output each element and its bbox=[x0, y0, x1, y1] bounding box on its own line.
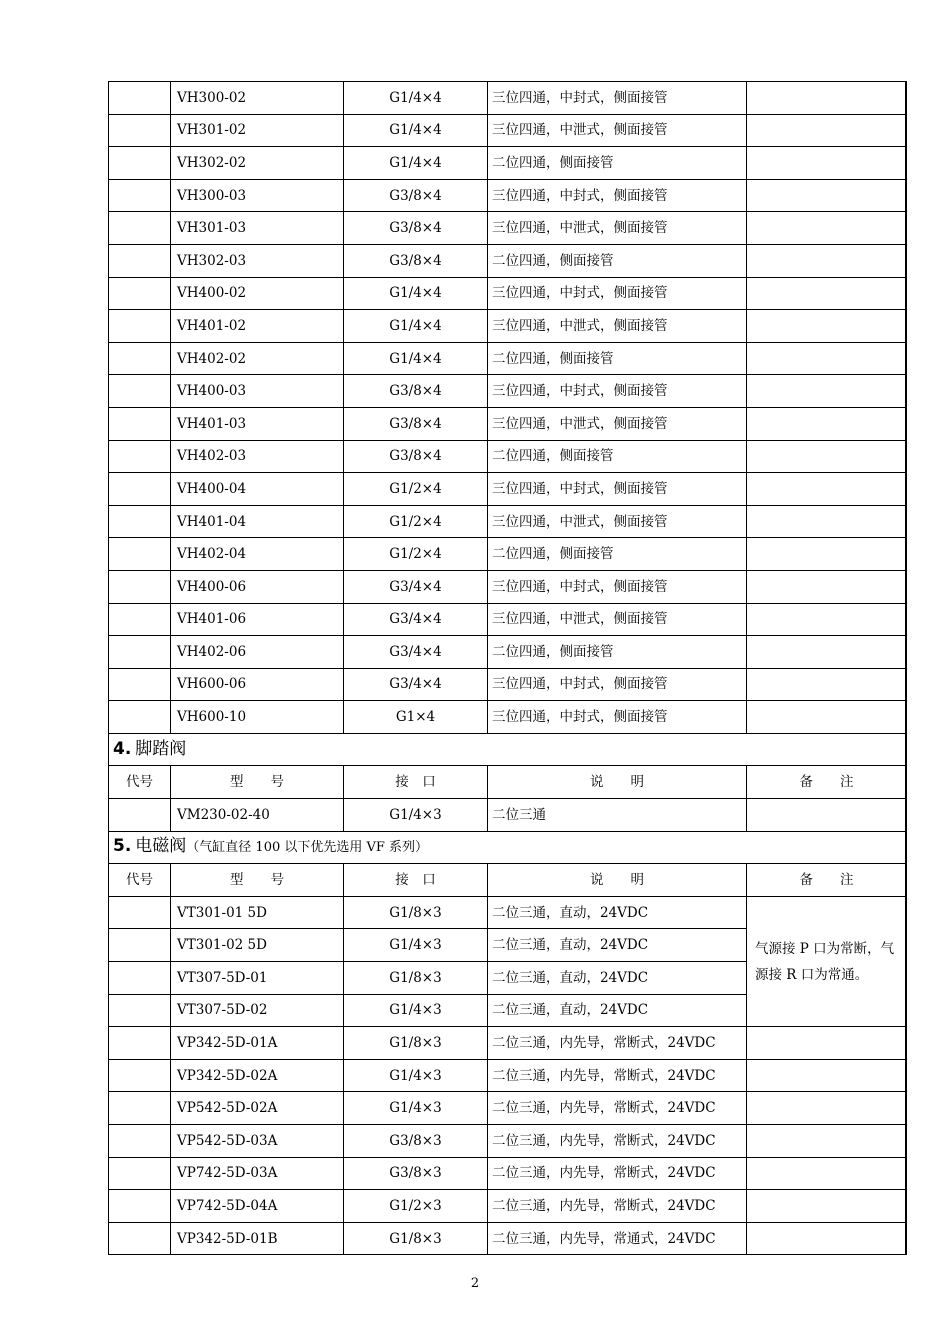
remark-cell bbox=[747, 701, 907, 734]
port-cell: G3/8×4 bbox=[344, 407, 488, 440]
description-cell: 二位四通，侧面接管 bbox=[488, 147, 747, 180]
table-row bbox=[109, 82, 907, 115]
description-cell: 二位四通，侧面接管 bbox=[488, 342, 747, 375]
port-cell: G1/4×4 bbox=[344, 310, 488, 343]
table-row bbox=[109, 1222, 907, 1255]
port-cell: G3/8×4 bbox=[344, 212, 488, 245]
port-cell: G1/4×4 bbox=[344, 277, 488, 310]
remark-cell bbox=[747, 668, 907, 701]
description-cell: 二位四通，侧面接管 bbox=[488, 440, 747, 473]
port-cell: G1/8×3 bbox=[344, 1222, 488, 1255]
port-cell: G1/2×4 bbox=[344, 538, 488, 571]
description-cell: 三位四通，中封式，侧面接管 bbox=[488, 701, 747, 734]
description-cell: 三位四通，中封式，侧面接管 bbox=[488, 570, 747, 603]
code-cell bbox=[109, 473, 171, 506]
column-header-model: 型 号 bbox=[171, 766, 344, 799]
code-cell bbox=[109, 1157, 171, 1190]
model-cell: VP342-5D-02A bbox=[171, 1059, 344, 1092]
model-cell: VH401-04 bbox=[171, 505, 344, 538]
section-number: 5. bbox=[113, 836, 132, 857]
description-cell: 二位三通，直动，24VDC bbox=[488, 994, 747, 1027]
model-cell: VT301-02 5D bbox=[171, 929, 344, 962]
section-title bbox=[109, 733, 907, 766]
remark-cell bbox=[747, 1059, 907, 1092]
model-cell: VH400-06 bbox=[171, 570, 344, 603]
remark-cell bbox=[747, 473, 907, 506]
model-cell: VT301-01 5D bbox=[171, 896, 344, 929]
model-cell: VH401-06 bbox=[171, 603, 344, 636]
model-cell: VT307-5D-01 bbox=[171, 962, 344, 995]
description-cell: 二位三通，内先导，常断式，24VDC bbox=[488, 1092, 747, 1125]
description-cell: 二位三通，内先导，常断式，24VDC bbox=[488, 1059, 747, 1092]
column-header-remark: 备 注 bbox=[747, 766, 907, 799]
code-cell bbox=[109, 114, 171, 147]
description-cell: 三位四通，中封式，侧面接管 bbox=[488, 277, 747, 310]
section-heading: 脚踏阀 bbox=[135, 738, 187, 759]
port-cell: G1/2×3 bbox=[344, 1190, 488, 1223]
model-cell: VH400-04 bbox=[171, 473, 344, 506]
remark-cell bbox=[747, 310, 907, 343]
column-header-code: 代号 bbox=[109, 766, 171, 799]
model-cell: VH302-02 bbox=[171, 147, 344, 180]
remark-cell bbox=[747, 114, 907, 147]
table-right-border bbox=[905, 81, 907, 1255]
section-heading: 电磁阀 bbox=[135, 836, 187, 857]
remark-cell bbox=[747, 277, 907, 310]
remark-cell bbox=[747, 1157, 907, 1190]
code-cell bbox=[109, 375, 171, 408]
table-row bbox=[109, 244, 907, 277]
remark-cell bbox=[747, 244, 907, 277]
table-row bbox=[109, 375, 907, 408]
section-number: 4. bbox=[113, 738, 132, 759]
code-cell bbox=[109, 407, 171, 440]
description-cell: 三位四通，中封式，侧面接管 bbox=[488, 82, 747, 115]
remark-cell bbox=[747, 1190, 907, 1223]
code-cell bbox=[109, 1125, 171, 1158]
description-cell: 二位三通，内先导，常通式，24VDC bbox=[488, 1222, 747, 1255]
port-cell: G1/4×3 bbox=[344, 1059, 488, 1092]
description-cell: 三位四通，中泄式，侧面接管 bbox=[488, 114, 747, 147]
header-row bbox=[109, 766, 907, 799]
code-cell bbox=[109, 994, 171, 1027]
table-row bbox=[109, 603, 907, 636]
model-cell: VH300-02 bbox=[171, 82, 344, 115]
code-cell bbox=[109, 342, 171, 375]
model-cell: VH600-06 bbox=[171, 668, 344, 701]
product-table-body bbox=[109, 82, 907, 1255]
code-cell bbox=[109, 310, 171, 343]
model-cell: VH400-03 bbox=[171, 375, 344, 408]
code-cell bbox=[109, 277, 171, 310]
column-header-code: 代号 bbox=[109, 864, 171, 897]
table-row bbox=[109, 538, 907, 571]
code-cell bbox=[109, 147, 171, 180]
model-cell: VH300-03 bbox=[171, 179, 344, 212]
model-cell: VH400-02 bbox=[171, 277, 344, 310]
remark-cell bbox=[747, 636, 907, 669]
description-cell: 三位四通，中封式，侧面接管 bbox=[488, 668, 747, 701]
port-cell: G3/4×4 bbox=[344, 570, 488, 603]
port-cell: G1/8×3 bbox=[344, 1027, 488, 1060]
port-cell: G1/8×3 bbox=[344, 896, 488, 929]
section-note: （气缸直径 100 以下优先选用 VF 系列） bbox=[186, 840, 429, 856]
remark-cell bbox=[747, 1027, 907, 1060]
code-cell bbox=[109, 244, 171, 277]
model-cell: VH402-06 bbox=[171, 636, 344, 669]
column-header-port: 接 口 bbox=[344, 766, 488, 799]
port-cell: G1/2×4 bbox=[344, 505, 488, 538]
code-cell bbox=[109, 701, 171, 734]
description-cell: 二位三通，内先导，常断式，24VDC bbox=[488, 1027, 747, 1060]
table-row bbox=[109, 1027, 907, 1060]
model-cell: VP542-5D-03A bbox=[171, 1125, 344, 1158]
column-header-model: 型 号 bbox=[171, 864, 344, 897]
remark-cell bbox=[747, 603, 907, 636]
model-cell: VH301-02 bbox=[171, 114, 344, 147]
model-cell: VP742-5D-03A bbox=[171, 1157, 344, 1190]
code-cell bbox=[109, 1092, 171, 1125]
table-row bbox=[109, 570, 907, 603]
code-cell bbox=[109, 929, 171, 962]
column-header-desc: 说 明 bbox=[488, 864, 747, 897]
code-cell bbox=[109, 1059, 171, 1092]
port-cell: G1×4 bbox=[344, 701, 488, 734]
port-cell: G1/4×4 bbox=[344, 114, 488, 147]
remark-cell bbox=[747, 538, 907, 571]
remark-cell bbox=[747, 82, 907, 115]
remark-cell bbox=[747, 375, 907, 408]
port-cell: G1/4×4 bbox=[344, 342, 488, 375]
remark-cell bbox=[747, 407, 907, 440]
remark-cell bbox=[747, 440, 907, 473]
table-row bbox=[109, 1092, 907, 1125]
port-cell: G1/8×3 bbox=[344, 962, 488, 995]
model-cell: VP342-5D-01B bbox=[171, 1222, 344, 1255]
port-cell: G3/4×4 bbox=[344, 603, 488, 636]
port-cell: G3/8×3 bbox=[344, 1125, 488, 1158]
port-cell: G3/8×4 bbox=[344, 244, 488, 277]
code-cell bbox=[109, 1190, 171, 1223]
description-cell: 二位三通，直动，24VDC bbox=[488, 962, 747, 995]
code-cell bbox=[109, 603, 171, 636]
description-cell: 三位四通，中封式，侧面接管 bbox=[488, 375, 747, 408]
port-cell: G1/4×4 bbox=[344, 82, 488, 115]
table-row bbox=[109, 668, 907, 701]
code-cell bbox=[109, 179, 171, 212]
description-cell: 三位四通，中泄式，侧面接管 bbox=[488, 407, 747, 440]
model-cell: VH402-04 bbox=[171, 538, 344, 571]
column-header-desc: 说 明 bbox=[488, 766, 747, 799]
table-row bbox=[109, 277, 907, 310]
table-row bbox=[109, 1125, 907, 1158]
port-cell: G1/4×3 bbox=[344, 994, 488, 1027]
section-title-row bbox=[109, 733, 907, 766]
table-row bbox=[109, 799, 907, 832]
description-cell: 二位三通，内先导，常断式，24VDC bbox=[488, 1190, 747, 1223]
description-cell: 二位三通，内先导，常断式，24VDC bbox=[488, 1157, 747, 1190]
table-row bbox=[109, 636, 907, 669]
port-cell: G3/8×4 bbox=[344, 375, 488, 408]
section-title bbox=[109, 831, 907, 864]
description-cell: 三位四通，中封式，侧面接管 bbox=[488, 473, 747, 506]
table-row bbox=[109, 440, 907, 473]
description-cell: 二位三通 bbox=[488, 799, 747, 832]
code-cell bbox=[109, 505, 171, 538]
port-cell: G3/8×4 bbox=[344, 440, 488, 473]
description-cell: 二位三通，直动，24VDC bbox=[488, 929, 747, 962]
table-row bbox=[109, 147, 907, 180]
description-cell: 三位四通，中泄式，侧面接管 bbox=[488, 212, 747, 245]
code-cell bbox=[109, 212, 171, 245]
description-cell: 三位四通，中泄式，侧面接管 bbox=[488, 603, 747, 636]
remark-cell bbox=[747, 1125, 907, 1158]
header-row bbox=[109, 864, 907, 897]
table-row bbox=[109, 1157, 907, 1190]
table-row bbox=[109, 701, 907, 734]
model-cell: VP342-5D-01A bbox=[171, 1027, 344, 1060]
port-cell: G3/8×4 bbox=[344, 179, 488, 212]
table-row bbox=[109, 407, 907, 440]
model-cell: VP742-5D-04A bbox=[171, 1190, 344, 1223]
port-cell: G3/4×4 bbox=[344, 668, 488, 701]
model-cell: VH301-03 bbox=[171, 212, 344, 245]
table-row bbox=[109, 212, 907, 245]
port-cell: G1/2×4 bbox=[344, 473, 488, 506]
port-cell: G1/4×3 bbox=[344, 1092, 488, 1125]
remark-cell bbox=[747, 570, 907, 603]
section-title-row bbox=[109, 831, 907, 864]
code-cell bbox=[109, 1222, 171, 1255]
code-cell bbox=[109, 570, 171, 603]
code-cell bbox=[109, 962, 171, 995]
model-cell: VH401-03 bbox=[171, 407, 344, 440]
table-row bbox=[109, 505, 907, 538]
code-cell bbox=[109, 636, 171, 669]
port-cell: G1/4×3 bbox=[344, 799, 488, 832]
table-row bbox=[109, 896, 907, 929]
table-row bbox=[109, 1059, 907, 1092]
table-row bbox=[109, 473, 907, 506]
remark-cell bbox=[747, 342, 907, 375]
model-cell: VT307-5D-02 bbox=[171, 994, 344, 1027]
code-cell bbox=[109, 440, 171, 473]
remark-cell bbox=[747, 147, 907, 180]
page-number: 2 bbox=[470, 1276, 480, 1291]
description-cell: 二位三通，内先导，常断式，24VDC bbox=[488, 1125, 747, 1158]
column-header-port: 接 口 bbox=[344, 864, 488, 897]
code-cell bbox=[109, 668, 171, 701]
model-cell: VH402-03 bbox=[171, 440, 344, 473]
table-row bbox=[109, 1190, 907, 1223]
description-cell: 二位四通，侧面接管 bbox=[488, 244, 747, 277]
remark-cell bbox=[747, 179, 907, 212]
description-cell: 二位四通，侧面接管 bbox=[488, 538, 747, 571]
model-cell: VH401-02 bbox=[171, 310, 344, 343]
description-cell: 二位三通，直动，24VDC bbox=[488, 896, 747, 929]
port-cell: G1/4×4 bbox=[344, 147, 488, 180]
code-cell bbox=[109, 82, 171, 115]
table-row bbox=[109, 310, 907, 343]
column-header-remark: 备 注 bbox=[747, 864, 907, 897]
port-cell: G1/4×3 bbox=[344, 929, 488, 962]
description-cell: 三位四通，中泄式，侧面接管 bbox=[488, 310, 747, 343]
code-cell bbox=[109, 538, 171, 571]
remark-cell bbox=[747, 505, 907, 538]
description-cell: 三位四通，中封式，侧面接管 bbox=[488, 179, 747, 212]
model-cell: VM230-02-40 bbox=[171, 799, 344, 832]
table-row bbox=[109, 179, 907, 212]
remark-cell-merged: 气源接 P 口为常断，气源接 R 口为常通。 bbox=[747, 896, 907, 1026]
table-row bbox=[109, 114, 907, 147]
port-cell: G3/8×3 bbox=[344, 1157, 488, 1190]
model-cell: VH302-03 bbox=[171, 244, 344, 277]
product-table bbox=[108, 81, 907, 1255]
description-cell: 三位四通，中泄式，侧面接管 bbox=[488, 505, 747, 538]
port-cell: G3/4×4 bbox=[344, 636, 488, 669]
remark-cell bbox=[747, 1092, 907, 1125]
remark-cell bbox=[747, 799, 907, 832]
code-cell bbox=[109, 799, 171, 832]
model-cell: VP542-5D-02A bbox=[171, 1092, 344, 1125]
remark-cell bbox=[747, 212, 907, 245]
model-cell: VH402-02 bbox=[171, 342, 344, 375]
code-cell bbox=[109, 1027, 171, 1060]
table-row bbox=[109, 342, 907, 375]
description-cell: 二位四通，侧面接管 bbox=[488, 636, 747, 669]
remark-cell bbox=[747, 1222, 907, 1255]
code-cell bbox=[109, 896, 171, 929]
model-cell: VH600-10 bbox=[171, 701, 344, 734]
